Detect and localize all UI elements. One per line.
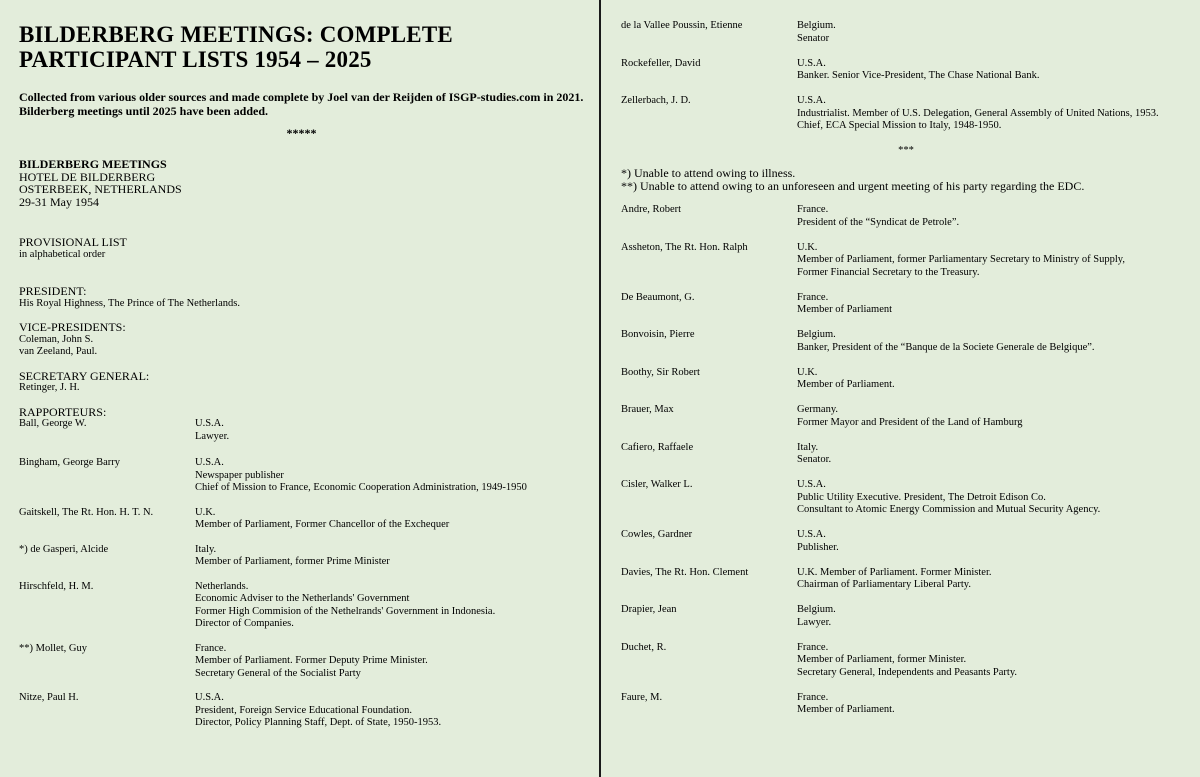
participant-entry [19, 643, 584, 681]
participant-detail-line: U.K. Member of Parliament. Former Minister. [797, 566, 992, 578]
participant-detail-line: U.S.A. [797, 57, 826, 69]
participant-entry [19, 692, 584, 730]
participant-name: Cisler, Walker L. [621, 479, 693, 490]
participant-entry [621, 204, 1191, 229]
participant-detail-line: U.S.A. [195, 418, 224, 429]
participant-entry [19, 507, 584, 532]
participant-entry [621, 58, 1191, 83]
participant-detail-line: Belgium. [797, 329, 836, 340]
participant-detail-line: Secretary General of the Socialist Party [195, 667, 361, 679]
participant-entry [621, 20, 1191, 45]
participant-detail-line: Publisher. [797, 541, 839, 553]
participant-details [797, 329, 1191, 354]
list-title: PROVISIONAL LIST [19, 235, 127, 249]
meeting-heading: BILDERBERG MEETINGS [19, 157, 167, 171]
participant-detail-line: Lawyer. [797, 616, 832, 628]
participant-details [797, 642, 1191, 680]
participant-details [195, 418, 584, 443]
meeting-dates: 29-31 May 1954 [19, 194, 99, 209]
participant-name: Faure, M. [621, 691, 663, 703]
participant-detail-line: U.S.A. [797, 479, 826, 490]
separator-stars-right: *** [898, 145, 914, 156]
participant-details [195, 581, 584, 631]
participant-detail-line: France. [195, 642, 227, 654]
participant-detail-line: Germany. [797, 404, 839, 415]
participant-detail-line: U.S.A. [797, 529, 826, 540]
president-section [19, 285, 584, 310]
continued-participant-list [621, 20, 1191, 133]
participant-details [797, 242, 1191, 280]
rapporteur-list [19, 418, 584, 730]
participant-details [195, 457, 584, 495]
participant-name: Davies, The Rt. Hon. Clement [621, 566, 749, 578]
participant-detail-line: U.S.A. [797, 95, 826, 106]
separator-stars: ***** [286, 126, 317, 140]
participant-details [797, 367, 1191, 392]
participant-detail-line: Chief, ECA Special Mission to Italy, 1948-1950. [797, 120, 1002, 131]
participant-detail-line: Member of Parliament, Former Chancellor of the Exchequer [195, 519, 450, 530]
participant-list [621, 204, 1191, 717]
participant-name: Gaitskell, The Rt. Hon. H. T. N. [19, 506, 154, 518]
participant-details [195, 692, 584, 730]
participant-details [797, 442, 1191, 467]
left-page [19, 22, 584, 742]
participant-entry [19, 418, 584, 443]
vice-president-name: van Zeeland, Paul. [19, 346, 98, 357]
right-page [621, 20, 1191, 729]
provisional-list-heading [19, 236, 584, 261]
participant-name: Cafiero, Raffaele [621, 441, 694, 453]
participant-name: Zellerbach, J. D. [621, 95, 691, 106]
participant-detail-line: Member of Parliament, former Parliamentary Secretary to Ministry of Supply, [797, 254, 1125, 265]
participant-entry [621, 95, 1191, 133]
rapporteurs-label: RAPPORTEURS: [19, 404, 107, 419]
participant-entry [621, 367, 1191, 392]
participant-entry [621, 404, 1191, 429]
participant-entry [621, 529, 1191, 554]
participant-entry [19, 544, 584, 569]
participant-detail-line: France. [797, 204, 829, 215]
participant-name: Cowles, Gardner [621, 529, 693, 540]
secretary-general-name: Retinger, J. H. [19, 382, 80, 393]
participant-details [797, 204, 1191, 229]
participant-name: Duchet, R. [621, 641, 667, 653]
vice-president-name: Coleman, John S. [19, 333, 94, 345]
participant-entry [621, 642, 1191, 680]
meeting-venue: HOTEL DE BILDERBERG [19, 169, 156, 184]
participant-entry [19, 457, 584, 495]
participant-details [195, 544, 584, 569]
participant-detail-line: U.K. [195, 506, 216, 518]
participant-details [797, 404, 1191, 429]
participant-entry [621, 692, 1191, 717]
participant-name: Brauer, Max [621, 404, 674, 415]
vice-presidents-label: VICE-PRESIDENTS: [19, 320, 126, 334]
participant-details [797, 95, 1191, 133]
participant-name: de la Vallee Poussin, Etienne [621, 20, 743, 31]
meeting-header [19, 158, 584, 208]
participant-detail-line: U.K. [797, 366, 818, 378]
participant-detail-line: President, Foreign Service Educational Foundation. [195, 704, 412, 716]
participant-name: Boothy, Sir Robert [621, 366, 700, 378]
participant-detail-line: Industrialist. Member of U.S. Delegation, General Assembly of United Nations, 1953. [797, 107, 1159, 119]
title-line-2: PARTICIPANT LISTS 1954 – 2025 [19, 47, 372, 72]
participant-details [797, 604, 1191, 629]
participant-entry [621, 567, 1191, 592]
participant-detail-line: Former Financial Secretary to the Treasury. [797, 266, 980, 278]
participant-detail-line: Member of Parliament [797, 304, 893, 315]
participant-name: De Beaumont, G. [621, 291, 695, 303]
participant-details [797, 479, 1191, 517]
participant-detail-line: Senator [797, 32, 830, 44]
participant-name: Assheton, The Rt. Hon. Ralph [621, 241, 748, 253]
footnote: *) Unable to attend owing to illness. [621, 166, 796, 180]
participant-name: Nitze, Paul H. [19, 692, 79, 703]
secretary-general-section [19, 370, 584, 395]
participant-detail-line: Director of Companies. [195, 618, 294, 629]
participant-detail-line: Senator. [797, 454, 832, 465]
participant-name: *) de Gasperi, Alcide [19, 543, 109, 555]
subtitle-line-2: Bilderberg meetings until 2025 have been added. [19, 104, 269, 118]
participant-detail-line: France. [797, 691, 829, 703]
participant-detail-line: Chairman of Parliamentary Liberal Party. [797, 579, 971, 590]
participant-detail-line: Banker, President of the “Banque de la Societe Generale de Belgique”. [797, 341, 1095, 353]
document-title [19, 22, 584, 72]
document-subtitle [19, 90, 584, 118]
participant-detail-line: Consultant to Atomic Energy Commission and Mutual Security Agency. [797, 504, 1101, 515]
president-label: PRESIDENT: [19, 284, 87, 298]
participant-detail-line: Member of Parliament, former Minister. [797, 654, 967, 665]
participant-detail-line: Netherlands. [195, 580, 249, 592]
participant-detail-line: France. [797, 641, 829, 653]
participant-details [797, 529, 1191, 554]
participant-name: Andre, Robert [621, 204, 682, 215]
participant-details [797, 58, 1191, 83]
participant-detail-line: Director, Policy Planning Staff, Dept. of State, 1950-1953. [195, 717, 442, 728]
participant-detail-line: Former Mayor and President of the Land of Hamburg [797, 416, 1023, 428]
participant-details [195, 507, 584, 532]
participant-detail-line: Secretary General, Independents and Peasants Party. [797, 666, 1018, 678]
participant-detail-line: Member of Parliament. [797, 379, 895, 390]
participant-entry [621, 242, 1191, 280]
footnotes [621, 167, 1191, 193]
participant-details [797, 292, 1191, 317]
participant-detail-line: President of the “Syndicat de Petrole”. [797, 216, 960, 228]
participant-name: Bonvoisin, Pierre [621, 329, 695, 340]
participant-name: Rockefeller, David [621, 57, 701, 69]
participant-detail-line: U.S.A. [195, 692, 224, 703]
participant-detail-line: Former High Commision of the Nethelrands' Government in Indonesia. [195, 605, 496, 617]
participant-entry [621, 292, 1191, 317]
participant-detail-line: Chief of Mission to France, Economic Cooperation Administration, 1949-1950 [195, 482, 527, 493]
participant-details [797, 20, 1191, 45]
participant-detail-line: France. [797, 291, 829, 303]
participant-name: Ball, George W. [19, 418, 87, 429]
participant-detail-line: Member of Parliament. [797, 704, 895, 715]
secretary-general-label: SECRETARY GENERAL: [19, 368, 150, 383]
vice-presidents-section [19, 321, 584, 359]
participant-details [797, 567, 1191, 592]
participant-detail-line: Newspaper publisher [195, 469, 284, 481]
participant-name: Drapier, Jean [621, 604, 677, 615]
page-divider [599, 0, 601, 777]
participant-detail-line: Belgium. [797, 20, 836, 31]
participant-detail-line: Lawyer. [195, 430, 230, 442]
president-name: His Royal Highness, The Prince of The Netherlands. [19, 297, 240, 309]
participant-entry [621, 479, 1191, 517]
footnote: **) Unable to attend owing to an unforeseen and urgent meeting of his party regarding the EDC. [621, 179, 1085, 193]
participant-detail-line: Public Utility Executive. President, The Detroit Edison Co. [797, 491, 1046, 503]
participant-entry [621, 442, 1191, 467]
participant-entry [621, 329, 1191, 354]
participant-detail-line: U.K. [797, 241, 818, 253]
participant-entry [621, 604, 1191, 629]
rapporteurs-section [19, 406, 584, 730]
participant-detail-line: Economic Adviser to the Netherlands' Government [195, 593, 410, 604]
participant-detail-line: Banker. Senior Vice-President, The Chase National Bank. [797, 70, 1040, 81]
participant-detail-line: Belgium. [797, 604, 836, 615]
participant-entry [19, 581, 584, 631]
participant-detail-line: U.S.A. [195, 457, 224, 468]
participant-details [797, 692, 1191, 717]
participant-detail-line: Member of Parliament. Former Deputy Prime Minister. [195, 655, 428, 666]
participant-detail-line: Member of Parliament, former Prime Minister [195, 556, 390, 567]
participant-name: Bingham, George Barry [19, 457, 120, 468]
list-order: in alphabetical order [19, 248, 106, 260]
subtitle-line-1: Collected from various older sources and made complete by Joel van der Reijden of ISGP-studies.com in 2021. [19, 90, 584, 104]
participant-detail-line: Italy. [797, 441, 819, 453]
title-line-1: BILDERBERG MEETINGS: COMPLETE [19, 22, 453, 47]
participant-detail-line: Italy. [195, 543, 217, 555]
meeting-location: OSTERBEEK, NETHERLANDS [19, 182, 182, 196]
participant-name: **) Mollet, Guy [19, 642, 87, 654]
participant-details [195, 643, 584, 681]
participant-name: Hirschfeld, H. M. [19, 580, 94, 592]
